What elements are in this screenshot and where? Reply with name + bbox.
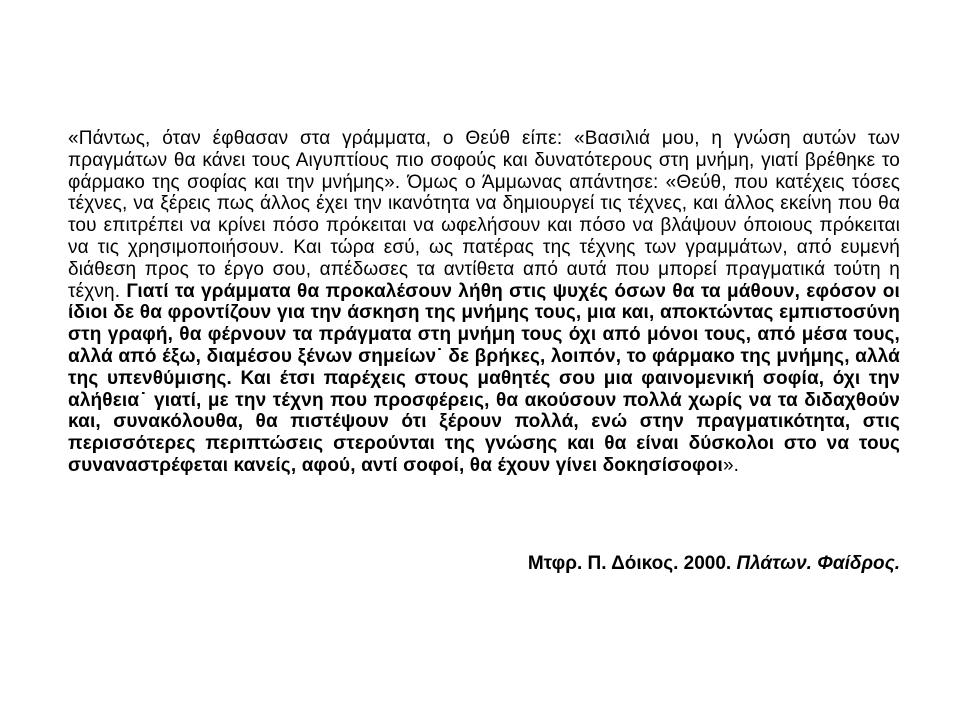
citation-book-title: Πλάτων. Φαίδρος. — [736, 553, 900, 574]
quotation-closing-mark: ». — [722, 454, 740, 476]
citation-translator-year: Μτφρ. Π. Δόικος. 2000. — [527, 553, 732, 574]
quotation-regular-text: «Πάντως, όταν έφθασαν στα γράμματα, ο Θεύθ είπε: «Βασιλιά μου, η γνώση αυτών των πραγμάτων θα κάνει τους Αιγυπτίους πιο σοφούς και δυνατότερους στη μνήμη, γιατί βρέθηκε το φάρμακο της σοφίας και την μνήμης». Όμως ο Άμμωνας απάντησε: «Θεύθ, που κατέχεις τόσες τέχνες, να ξέρεις πως άλλος έχει την ικανότητα να δημιουργεί τις τέχνες, και άλλος εκείνη που θα του επιτρέπει να κρίνει πόσο πρόκειται να ωφελήσουν και πόσο να βλάψουν όποιους πρόκειται να τις χρησιμοποιήσουν. Και τώρα εσύ, ως πατέρας της τέχνης των γραμμάτων, από ευμενή διάθεση προς το έργο σου, απέδωσες τα αντίθετα από αυτά που μπορεί πραγματικά τούτη η τέχνη. — [68, 128, 900, 302]
quotation-paragraph — [68, 128, 900, 477]
quotation-bold-text: Γιατί τα γράμματα θα προκαλέσουν λήθη στις ψυχές όσων θα τα μάθουν, εφόσον οι ίδιοι δε θα φροντίζουν για την άσκηση της μνήμης τους, μια και, αποκτώντας εμπιστοσύνη στη γραφή, θα φέρνουν τα πράγματα στη μνήμη τους όχι από μόνοι τους, από μέσα τους, αλλά από έξω, διαμέσου ξένων σημείων˙ δε βρήκες, λοιπόν, το φάρμακο της μνήμης, αλλά της υπενθύμισης. Και έτσι παρέχεις στους μαθητές σου μια φαινομενική σοφία, όχι την αλήθεια˙ γιατί, με την τέχνη που προσφέρεις, θα ακούσουν πολλά χωρίς να τα διδαχθούν και, συνακόλουθα, θα πιστέψουν ότι ξέρουν πολλά, ενώ στην πραγματικότητα, στις περισσότερες περιπτώσεις στερούνται της γνώσης και θα είναι δύσκολοι στο να τους συναναστρέφεται κανείς, αφού, αντί σοφοί, θα έχουν γίνει δοκησίσοφοι — [68, 280, 900, 476]
source-citation — [528, 553, 900, 575]
